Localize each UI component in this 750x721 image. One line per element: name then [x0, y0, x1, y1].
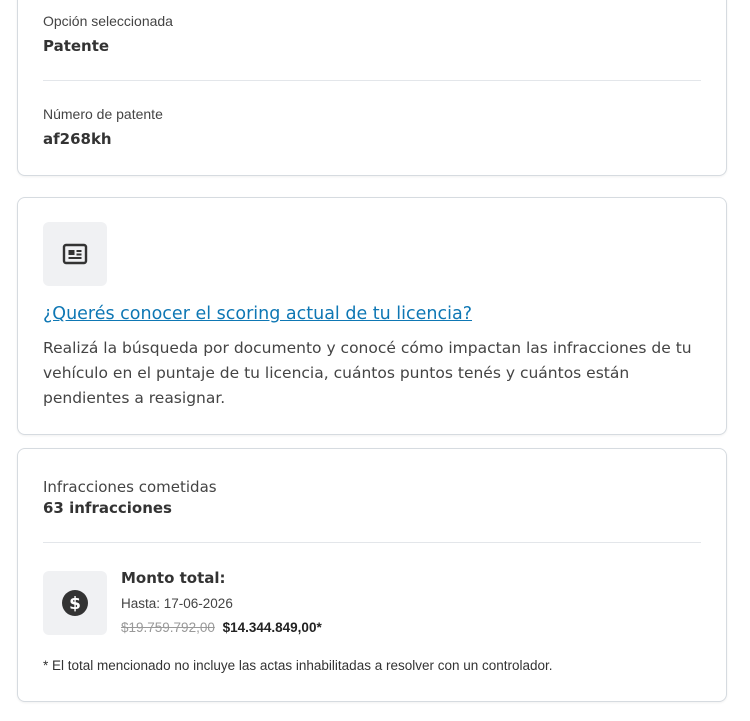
infractions-label: Infracciones cometidas [43, 478, 217, 496]
discounted-amount: $14.344.849,00* [222, 620, 322, 635]
search-summary-card [17, 0, 727, 176]
due-date: Hasta: 17-06-2026 [121, 596, 233, 611]
divider [43, 80, 701, 81]
plate-number-label: Número de patente [43, 106, 163, 122]
scoring-card [17, 197, 727, 435]
plate-number-value: af268kh [43, 130, 112, 148]
infractions-card [17, 448, 727, 702]
infractions-count: 63 infracciones [43, 499, 172, 517]
scoring-link[interactable]: ¿Querés conocer el scoring actual de tu licencia? [43, 304, 473, 324]
original-amount: $19.759.792,00 [121, 620, 215, 635]
scoring-description: Realizá la búsqueda por documento y conocé cómo impactan las infracciones de tu vehículo en el puntaje de tu licencia, cuántos puntos tenés y cuántos están pendientes a reasignar. [43, 339, 692, 407]
selected-option-label: Opción seleccionada [43, 13, 173, 29]
amounts-row [121, 620, 322, 635]
dollar-circle-icon [43, 571, 107, 635]
license-card-icon [43, 222, 107, 286]
divider [43, 542, 701, 543]
svg-text:$: $ [69, 594, 81, 614]
selected-option-value: Patente [43, 37, 110, 55]
total-footnote: * El total mencionado no incluye las actas inhabilitadas a resolver con un controlador. [43, 658, 553, 673]
total-amount-title: Monto total: [121, 569, 226, 587]
